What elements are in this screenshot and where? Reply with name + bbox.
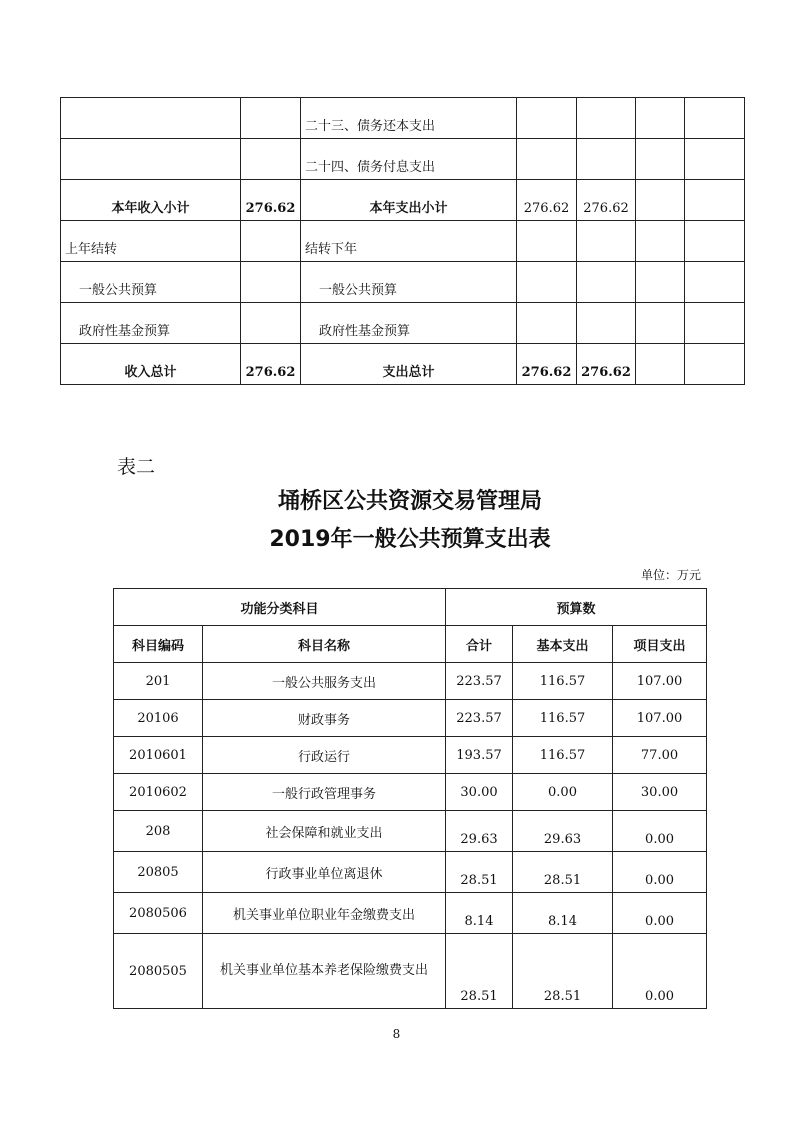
table-cell: 28.51 (446, 852, 513, 893)
table-row (114, 774, 707, 811)
table-row (114, 737, 707, 774)
table-cell (685, 139, 745, 180)
table-cell (685, 180, 745, 221)
section-label: 表二 (117, 456, 156, 478)
table-cell: 8.14 (513, 893, 613, 934)
table-cell (636, 139, 685, 180)
table-cell: 193.57 (446, 737, 513, 774)
table-cell: 107.00 (613, 663, 707, 700)
table-cell: 20106 (114, 700, 203, 737)
table-cell (241, 262, 301, 303)
table-cell (685, 303, 745, 344)
table-cell (577, 139, 636, 180)
header-project: 项目支出 (613, 626, 707, 663)
table-row (114, 811, 707, 852)
table-cell (636, 98, 685, 139)
table-cell: 机关事业单位职业年金缴费支出 (203, 893, 446, 934)
table-cell: 本年支出小计 (301, 180, 517, 221)
table-cell: 2010602 (114, 774, 203, 811)
table-cell: 276.62 (517, 344, 577, 385)
table-cell: 上年结转 (61, 221, 241, 262)
table-row (114, 852, 707, 893)
table-cell (241, 221, 301, 262)
table-row (114, 700, 707, 737)
table-cell: 116.57 (513, 737, 613, 774)
table-row (61, 180, 745, 221)
header-code: 科目编码 (114, 626, 203, 663)
table-cell: 社会保障和就业支出 (203, 811, 446, 852)
table-row (114, 663, 707, 700)
table-cell (577, 262, 636, 303)
table-cell (241, 303, 301, 344)
table-cell: 201 (114, 663, 203, 700)
table-cell: 0.00 (613, 811, 707, 852)
page-title-table: 2019年一般公共预算支出表 (269, 527, 551, 552)
table-cell: 一般行政管理事务 (203, 774, 446, 811)
table-row (61, 139, 745, 180)
table-cell: 0.00 (513, 774, 613, 811)
table-cell: 二十四、债务付息支出 (301, 139, 517, 180)
table-cell (636, 303, 685, 344)
table-cell: 0.00 (613, 934, 707, 1009)
table-row (114, 893, 707, 934)
table-cell: 276.62 (577, 344, 636, 385)
table-cell: 机关事业单位基本养老保险缴费支出 (203, 934, 446, 1009)
table-row (61, 262, 745, 303)
table-cell (636, 180, 685, 221)
table-cell: 28.51 (446, 934, 513, 1009)
table-cell: 0.00 (613, 893, 707, 934)
table-cell: 28.51 (513, 852, 613, 893)
table-cell: 116.57 (513, 663, 613, 700)
income-expense-summary-table (60, 97, 745, 385)
table-cell: 276.62 (241, 180, 301, 221)
group-header-function: 功能分类科目 (114, 589, 446, 626)
table-cell (61, 139, 241, 180)
table-cell (636, 221, 685, 262)
table-cell: 276.62 (517, 180, 577, 221)
header-total: 合计 (446, 626, 513, 663)
table-row (61, 303, 745, 344)
table-cell (577, 303, 636, 344)
group-header-budget: 预算数 (446, 589, 707, 626)
table-cell: 结转下年 (301, 221, 517, 262)
table-cell: 208 (114, 811, 203, 852)
table-cell: 30.00 (446, 774, 513, 811)
table-cell: 0.00 (613, 852, 707, 893)
table-cell (241, 98, 301, 139)
table-cell (517, 303, 577, 344)
page-number: 8 (392, 1027, 401, 1041)
table-cell: 276.62 (577, 180, 636, 221)
unit-label: 单位：万元 (640, 568, 701, 582)
table-cell (517, 262, 577, 303)
table-cell: 一般公共服务支出 (203, 663, 446, 700)
table-cell (577, 98, 636, 139)
table-row (61, 344, 745, 385)
table-cell (636, 344, 685, 385)
table-cell: 29.63 (446, 811, 513, 852)
table-cell: 223.57 (446, 700, 513, 737)
table-row (61, 221, 745, 262)
table-cell (685, 98, 745, 139)
table-cell (685, 262, 745, 303)
table-cell: 20805 (114, 852, 203, 893)
table-cell: 2080506 (114, 893, 203, 934)
table-cell: 276.62 (241, 344, 301, 385)
table-cell: 财政事务 (203, 700, 446, 737)
page-title-org: 埇桥区公共资源交易管理局 (277, 489, 542, 514)
table-cell: 107.00 (613, 700, 707, 737)
table-row (61, 98, 745, 139)
table-cell: 2010601 (114, 737, 203, 774)
table-cell: 29.63 (513, 811, 613, 852)
table-cell: 30.00 (613, 774, 707, 811)
table-cell: 收入总计 (61, 344, 241, 385)
table-cell (241, 139, 301, 180)
table-cell (61, 98, 241, 139)
table-cell: 政府性基金预算 (301, 303, 517, 344)
table-cell: 行政运行 (203, 737, 446, 774)
table-cell (517, 139, 577, 180)
table-cell: 8.14 (446, 893, 513, 934)
table-row (114, 934, 707, 1009)
table-cell: 28.51 (513, 934, 613, 1009)
table-cell: 2080505 (114, 934, 203, 1009)
table-cell (577, 221, 636, 262)
table-cell: 一般公共预算 (301, 262, 517, 303)
table-cell (517, 98, 577, 139)
table-cell: 一般公共预算 (61, 262, 241, 303)
table-cell (685, 221, 745, 262)
header-name: 科目名称 (203, 626, 446, 663)
table-cell: 77.00 (613, 737, 707, 774)
table-cell: 本年收入小计 (61, 180, 241, 221)
table-cell: 116.57 (513, 700, 613, 737)
table-cell: 223.57 (446, 663, 513, 700)
general-budget-expenditure-table (113, 588, 707, 1009)
table-cell (685, 344, 745, 385)
header-basic: 基本支出 (513, 626, 613, 663)
table-cell: 二十三、债务还本支出 (301, 98, 517, 139)
table-cell (517, 221, 577, 262)
table-cell: 行政事业单位离退休 (203, 852, 446, 893)
table-cell: 支出总计 (301, 344, 517, 385)
table-cell: 政府性基金预算 (61, 303, 241, 344)
table-cell (636, 262, 685, 303)
